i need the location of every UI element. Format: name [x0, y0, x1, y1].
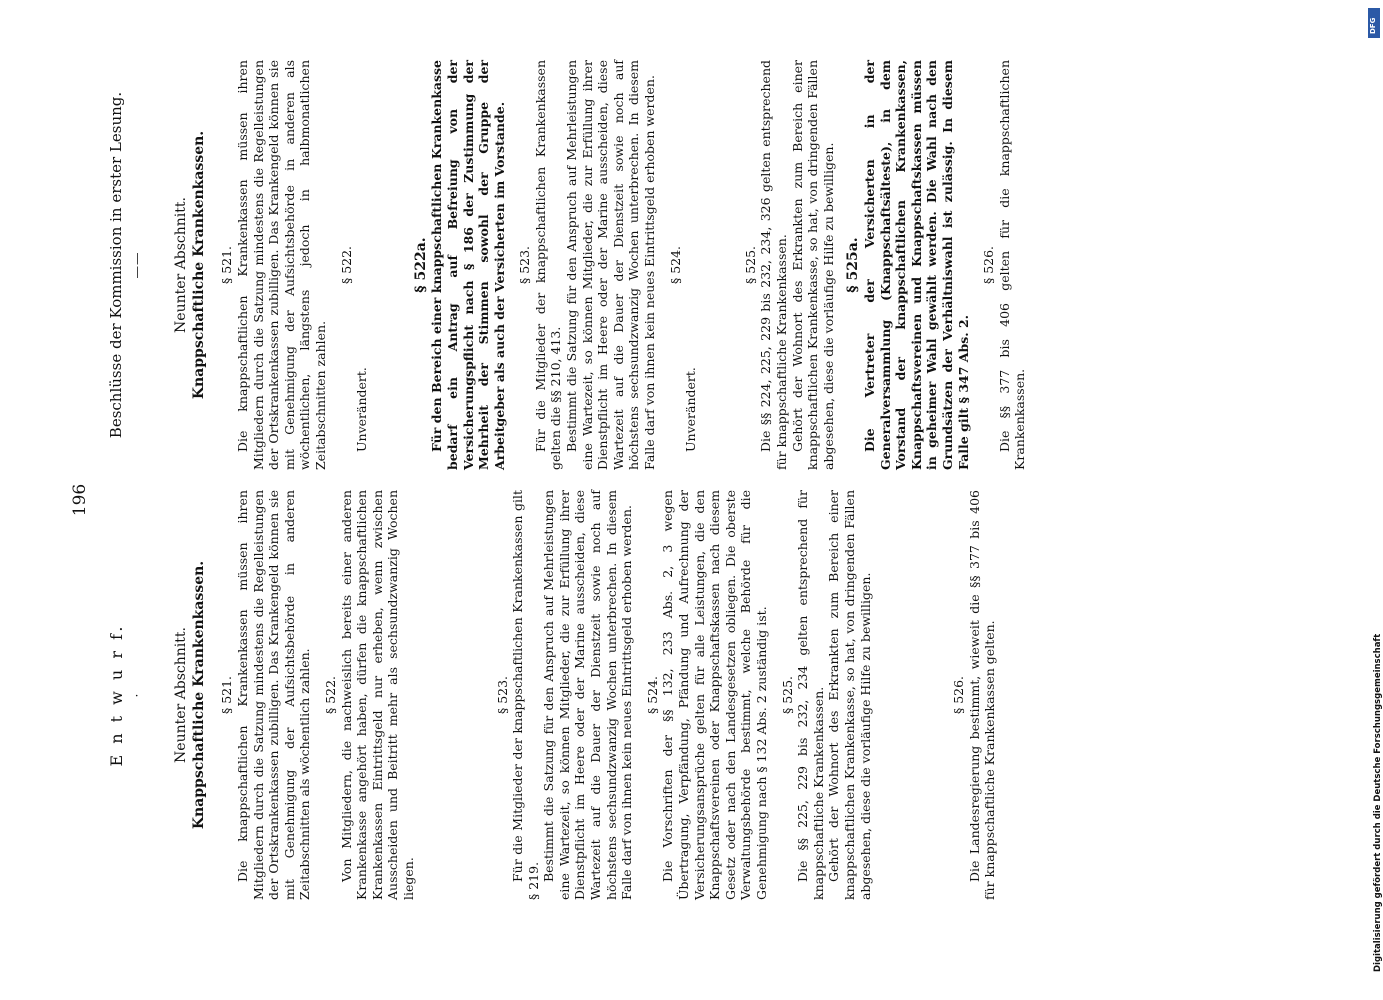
resolutions-section-521: § 521.	[219, 245, 235, 285]
resolutions-section-525: § 525.	[742, 245, 758, 285]
draft-divider: ·	[128, 692, 144, 698]
dfg-logo	[1368, 8, 1380, 38]
draft-text-526: Die Landesregierung bestimmt, wieweit die §§ 377 bis 406 für knappschaftliche Krankenkassen gelten.	[966, 490, 998, 900]
resolutions-text-521: Die knappschaftlichen Krankenkassen müssen ihren Mitgliedern durch die Satzung mindestens die Regelleistungen der Ortskrankenkassen zubilligen. Das Krankengeld können sie mit Genehmigung der Aufsichtsbehörde in anderen als wöchentlichen, längstens jedoch in halbmonatlichen Zeitabschnitten zahlen.	[234, 60, 328, 470]
spacer	[370, 60, 404, 470]
draft-text-522: Von Mitgliedern, die nachweislich bereits einer anderen Krankenkasse angehört haben, dürfen die knappschaftlichen Krankenkassen Eintrittsgeld nur erheben, wenn zwischen Ausscheiden und Beitritt mehr als sechsundzwanzig Wochen liegen.	[338, 490, 416, 900]
digitization-credit: Digitalisierung gefördert durch die Deutsche Forschungsgemeinschaft	[1373, 633, 1383, 972]
resolutions-text-523b: Bestimmt die Satzung für den Anspruch auf Mehrleistungen eine Wartezeit, so können Mitglieder, die zur Erfüllung ihrer Dienstpflicht im Heere oder der Marine ausscheiden, diese Wartezeit auf die Dauer der Dienstzeit sowie noch auf höchstens sechsundzwanzig Wochen unterbrechen. In diesem Falle darf von ihnen kein neues Eintrittsgeld erhoben werden.	[564, 60, 658, 470]
resolutions-section-523: § 523.	[517, 245, 533, 285]
resolutions-text-522a: Für den Bereich einer knappschaftlichen Krankenkasse bedarf ein Antrag auf Befreiung von der Versicherungspflicht nach § 186 der Zustimmung der Mehrheit der Stimmen sowohl der Gruppe der Arbeitgeber als auch der Versicherten im Vorstande.	[429, 60, 507, 470]
spacer	[417, 490, 485, 900]
resolutions-section-524: § 524.	[667, 245, 683, 285]
resolutions-text-525a: Die §§ 224, 225, 229 bis 232, 234, 326 gelten entsprechend für knappschaftliche Krankenkassen.	[758, 60, 789, 470]
spacer	[873, 490, 941, 900]
draft-section-525: § 525.	[779, 675, 795, 715]
draft-section-526: § 526.	[951, 675, 967, 715]
resolutions-section-522: § 522.	[338, 245, 354, 285]
resolutions-text-526: Die §§ 377 bis 406 gelten für die knappschaftlichen Krankenkassen.	[996, 60, 1028, 470]
draft-section-521: § 521.	[219, 675, 235, 715]
draft-text-525b: Gehört der Wohnort des Erkrankten zum Bereich einer knappschaftlichen Krankenkasse, so hat, von dringenden Fällen abgesehen, diese die vorläufige Hilfe zu bewilligen.	[826, 490, 873, 900]
draft-section-524: § 524.	[644, 675, 660, 715]
draft-section-523: § 523.	[494, 675, 510, 715]
spacer	[699, 60, 733, 470]
resolutions-text-523a: Für die Mitglieder der knappschaftlichen Krankenkassen gelten die §§ 210, 413.	[532, 60, 564, 470]
draft-text-524: Die Vorschriften der §§ 132, 233 Abs. 2, 3 wegen Übertragung, Verpfändung, Pfändung und Aufrechnung der Versicherungsansprüche gelten für alle Leistungen, die den Knappschaftsvereinen oder Knappschaftskassen nach diesem Gesetz oder nach den Landesgesetzen obliegen. Die oberste Verwaltungsbehörde bestimmt, welche Behörde für die Genehmigung nach § 132 Abs. 2 zuständig ist.	[660, 490, 769, 900]
draft-column	[105, 490, 998, 900]
dfg-logo-text: DFG	[1369, 17, 1377, 34]
resolutions-divider: ——	[128, 251, 144, 279]
draft-text-525a: Die §§ 225, 229 bis 232, 234 gelten entsprechend für knappschaftliche Krankenkassen.	[795, 490, 826, 900]
resolutions-section-522a: § 522a.	[412, 237, 429, 293]
draft-chapter: Neunter Abschnitt.	[173, 627, 190, 763]
page-number: 196	[70, 483, 90, 517]
draft-subtitle: Knappschaftliche Krankenkassen.	[190, 560, 207, 830]
resolutions-section-525a: § 525a.	[845, 237, 862, 293]
draft-section-522: § 522.	[322, 675, 338, 715]
resolutions-subtitle: Knappschaftliche Krankenkassen.	[190, 130, 207, 400]
resolutions-text-524: Unverändert.	[683, 367, 699, 452]
resolutions-chapter: Neunter Abschnitt.	[173, 197, 190, 333]
resolutions-text-522: Unverändert.	[354, 367, 370, 452]
draft-text-521: Die knappschaftlichen Krankenkassen müssen ihren Mitgliedern durch die Satzung mindestens die Regelleistungen der Ortskrankenkassen zubilligen. Das Krankengeld können sie mit Genehmigung der Aufsichtsbehörde in anderen Zeitabschnitten als wöchentlich zahlen.	[234, 490, 313, 900]
resolutions-text-525a-body: Die Vertreter der Versicherten in der Generalversammlung (Knappschaftsälteste), in dem Vorstand der knappschaftlichen Krankenkassen, Knappschaftsvereinen und Knappschaftskassen müssen in geheimer Wahl gewählt werden. Die Wahl nach den Grundsätzen der Verhältniswahl ist zulässig. In diesem Falle gilt § 347 Abs. 2.	[861, 60, 971, 470]
draft-text-523b: Bestimmt die Satzung für den Anspruch auf Mehrleistungen eine Wartezeit, so können Mitglieder, die zur Erfüllung ihrer Dienstpflicht im Heere oder der Marine ausscheiden, diese Wartezeit auf die Dauer der Dienstzeit sowie noch auf höchstens sechsundzwanzig Wochen unterbrechen. In diesem Falle darf von ihnen kein neues Eintrittsgeld erhoben werden.	[541, 490, 635, 900]
draft-title: E n t w u r f.	[107, 623, 126, 767]
resolutions-title: Beschlüsse der Kommission in erster Lesung.	[107, 91, 125, 439]
resolutions-text-525b: Gehört der Wohnort des Erkrankten zum Bereich einer knappschaftlichen Krankenkasse, so hat, von dringenden Fällen abgesehen, diese die vorläufige Hilfe zu bewilligen.	[789, 60, 836, 470]
resolutions-section-526: § 526.	[981, 245, 997, 285]
draft-text-523a: Für die Mitglieder der knappschaftlichen Krankenkassen gilt § 219.	[510, 490, 541, 900]
resolutions-column	[105, 60, 1028, 470]
